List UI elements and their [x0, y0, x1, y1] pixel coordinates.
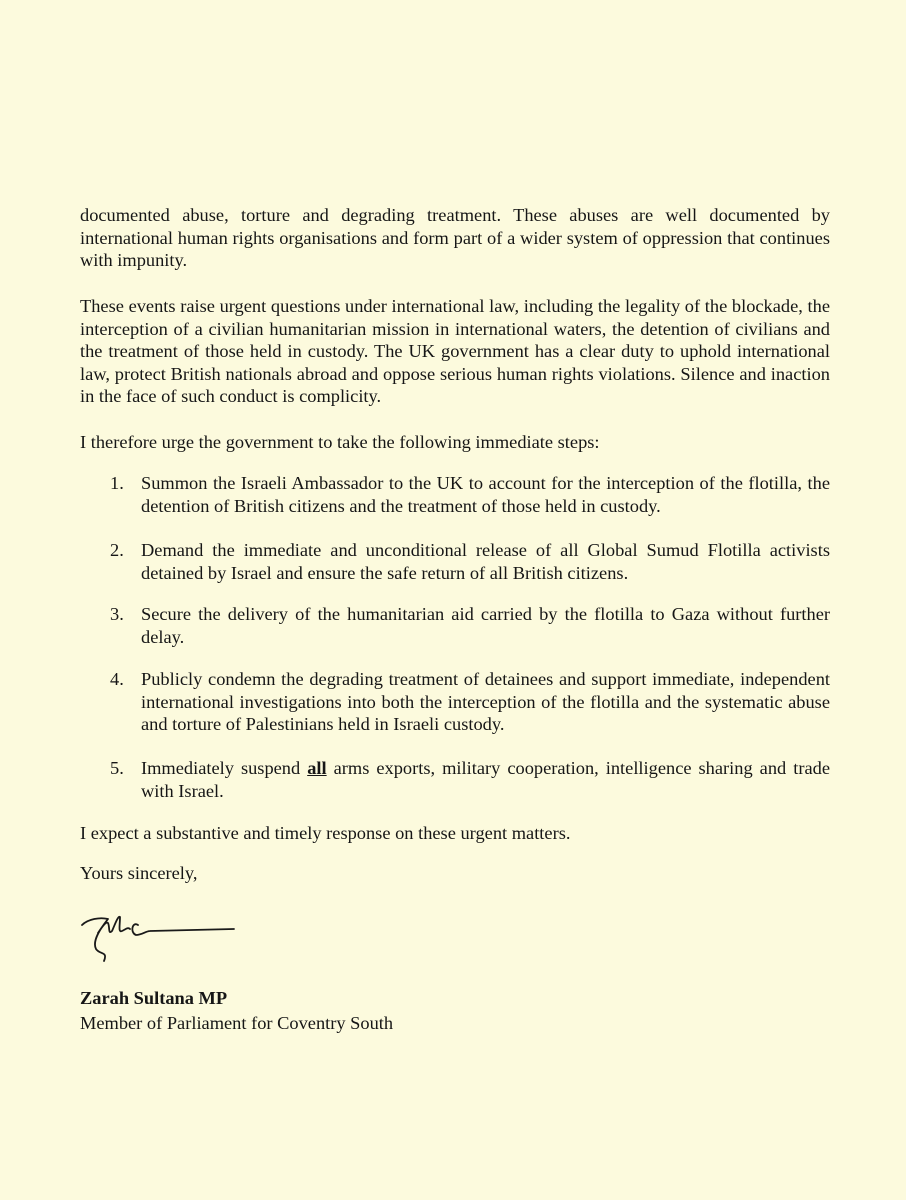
paragraph-international-law: These events raise urgent questions under international law, including the legality of the blockade, the interception of a civilian humanitarian mission in international waters, the detention of civilians and the treatment of those held in custody. The UK government has a clear duty to uphold international law, protect British nationals abroad and oppose serious human rights violations. Silence and inaction in the face of such conduct is complicity.: [80, 296, 830, 407]
handwritten-signature: [78, 905, 248, 965]
paragraph-steps-intro: I therefore urge the government to take the following immediate steps:: [80, 432, 600, 452]
list-text: Demand the immediate and unconditional release of all Global Sumud Flotilla activists detained by Israel and ensure the safe return of all British citizens.: [141, 540, 830, 583]
sign-off: Yours sincerely,: [80, 863, 198, 883]
list-number: 3.: [110, 604, 124, 624]
list-text: Publicly condemn the degrading treatment of detainees and support immediate, independent international investigations into both the interception of the flotilla and the systematic abuse and torture of Palestinians held in Israeli custody.: [141, 669, 830, 735]
list-number: 5.: [110, 758, 124, 778]
list-text-start: Immediately suspend: [141, 758, 308, 778]
list-number: 1.: [110, 473, 124, 493]
paragraph-abuse: documented abuse, torture and degrading treatment. These abuses are well documented by international human rights organisations and form part of a wider system of oppression that continues with impunity.: [80, 205, 830, 271]
list-text: [141, 757, 830, 802]
signatory-role: Member of Parliament for Coventry South: [80, 1013, 394, 1033]
list-text: Summon the Israeli Ambassador to the UK to account for the interception of the flotilla, the detention of British citizens and the treatment of those held in custody.: [141, 473, 830, 516]
signatory-name: Zarah Sultana MP: [80, 988, 228, 1008]
list-text: Secure the delivery of the humanitarian aid carried by the flotilla to Gaza without further delay.: [141, 604, 830, 647]
list-number: 2.: [110, 540, 124, 560]
list-text-end: arms exports, military cooperation, intelligence sharing and trade with Israel.: [141, 758, 830, 801]
paragraph-closing-request: I expect a substantive and timely response on these urgent matters.: [80, 823, 571, 843]
list-number: 4.: [110, 669, 124, 689]
list-text-emphasis: all: [307, 758, 327, 778]
